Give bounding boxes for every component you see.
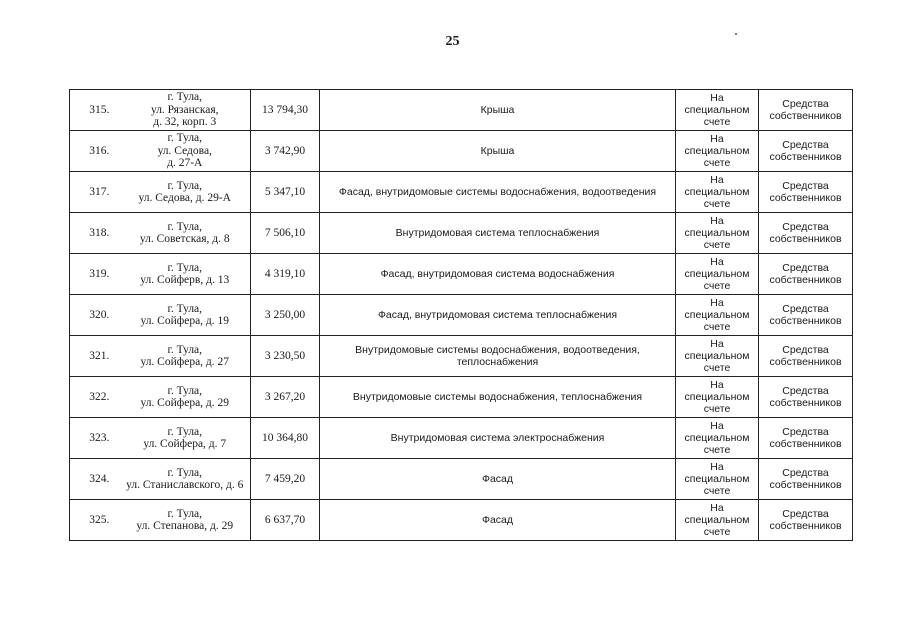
funding-account-line: счете [703, 239, 731, 251]
funding-account-line: специальном [684, 145, 750, 157]
area-value: 3 742,90 [251, 131, 320, 172]
funding-account-line: специальном [684, 186, 750, 198]
funding-account-line: На [710, 379, 724, 391]
scan-speck [735, 33, 737, 35]
row-number: 315. [70, 90, 120, 131]
funding-source-line: собственников [769, 397, 842, 409]
funding-account-line: На [710, 215, 724, 227]
funding-account-line: специальном [684, 514, 750, 526]
funding-account [676, 459, 759, 500]
address-cell-line: г. Тула, [167, 384, 203, 397]
funding-account-line: специальном [684, 432, 750, 444]
address-cell-line: г. Тула, [167, 425, 203, 438]
funding-account-line: специальном [684, 391, 750, 403]
address-cell-line: г. Тула, [167, 261, 203, 274]
address-cell-line: г. Тула, [167, 343, 203, 356]
address-cell [120, 418, 251, 459]
funding-source-line: Средства [782, 303, 829, 315]
works-description [320, 172, 676, 213]
address-cell-line: ул. Станиславского, д. 6 [126, 479, 244, 491]
funding-account-line: счете [703, 321, 731, 333]
funding-source-line: Средства [782, 139, 829, 151]
works-description [320, 213, 676, 254]
table-row [70, 377, 853, 418]
funding-account-line: счете [703, 157, 731, 169]
funding-account [676, 377, 759, 418]
address-cell-line: ул. Советская, д. 8 [139, 233, 230, 245]
funding-source [759, 172, 853, 213]
funding-account-line: счете [703, 116, 731, 128]
funding-source-line: собственников [769, 315, 842, 327]
funding-account-line: На [710, 133, 724, 145]
funding-account-line: специальном [684, 104, 750, 116]
table-row [70, 459, 853, 500]
repair-register-table [69, 89, 853, 541]
works-description-line: Внутридомовая система электроснабжения [390, 432, 605, 444]
works-description-line: Крыша [480, 145, 515, 157]
works-description [320, 295, 676, 336]
address-cell [120, 90, 251, 131]
funding-source-line: собственников [769, 356, 842, 368]
works-description-line: Крыша [480, 104, 515, 116]
address-cell-line: г. Тула, [167, 220, 203, 233]
area-value: 7 459,20 [251, 459, 320, 500]
funding-source [759, 459, 853, 500]
address-cell-line: г. Тула, [167, 507, 203, 520]
table-row [70, 131, 853, 172]
funding-source [759, 213, 853, 254]
area-value: 4 319,10 [251, 254, 320, 295]
row-number: 318. [70, 213, 120, 254]
address-cell [120, 213, 251, 254]
row-number: 323. [70, 418, 120, 459]
funding-source-line: Средства [782, 180, 829, 192]
funding-source [759, 377, 853, 418]
table-row [70, 295, 853, 336]
funding-source-line: собственников [769, 192, 842, 204]
funding-source-line: Средства [782, 344, 829, 356]
works-description-line: Фасад [481, 473, 514, 485]
row-number: 320. [70, 295, 120, 336]
address-cell [120, 254, 251, 295]
funding-source-line: Средства [782, 221, 829, 233]
address-cell-line: ул. Седова, д. 29-А [138, 192, 231, 204]
table-row [70, 336, 853, 377]
works-description [320, 254, 676, 295]
funding-account [676, 172, 759, 213]
area-value: 6 637,70 [251, 500, 320, 541]
address-cell-line: ул. Рязанская, [150, 103, 219, 116]
row-number: 324. [70, 459, 120, 500]
row-number: 321. [70, 336, 120, 377]
area-value: 3 250,00 [251, 295, 320, 336]
address-cell [120, 336, 251, 377]
row-number: 317. [70, 172, 120, 213]
funding-source-line: Средства [782, 426, 829, 438]
funding-account-line: счете [703, 362, 731, 374]
address-cell-line: ул. Сойфера, д. 7 [143, 438, 227, 450]
funding-account [676, 336, 759, 377]
funding-account-line: счете [703, 444, 731, 456]
address-cell-line: г. Тула, [167, 179, 203, 192]
works-description-line: Внутридомовые системы водоснабжения, водоотведения, [355, 344, 640, 356]
works-description-line: Фасад, внутридомовые системы водоснабжения, водоотведения [338, 186, 657, 198]
address-cell-line: ул. Степанова, д. 29 [136, 520, 234, 532]
funding-account-line: счете [703, 485, 731, 497]
funding-source [759, 90, 853, 131]
row-number: 322. [70, 377, 120, 418]
address-cell-line: ул. Сойфера, д. 19 [140, 315, 230, 327]
table-row [70, 500, 853, 541]
funding-account-line: На [710, 338, 724, 350]
works-description [320, 336, 676, 377]
funding-account-line: специальном [684, 309, 750, 321]
table-row [70, 254, 853, 295]
address-cell [120, 295, 251, 336]
funding-account [676, 418, 759, 459]
table-body [70, 90, 853, 541]
funding-account-line: На [710, 92, 724, 104]
funding-account-line: специальном [684, 350, 750, 362]
works-description [320, 459, 676, 500]
area-value: 7 506,10 [251, 213, 320, 254]
funding-source-line: Средства [782, 385, 829, 397]
address-cell-line: г. Тула, [167, 132, 203, 145]
funding-account-line: специальном [684, 473, 750, 485]
area-value: 5 347,10 [251, 172, 320, 213]
address-cell-line: ул. Сойферв, д. 13 [140, 274, 230, 286]
funding-source-line: собственников [769, 479, 842, 491]
funding-source-line: собственников [769, 110, 842, 122]
works-description-line: теплоснабжения [456, 356, 539, 368]
funding-source [759, 131, 853, 172]
row-number: 316. [70, 131, 120, 172]
funding-source-line: Средства [782, 467, 829, 479]
area-value: 3 267,20 [251, 377, 320, 418]
funding-source [759, 295, 853, 336]
area-value: 3 230,50 [251, 336, 320, 377]
area-value: 13 794,30 [251, 90, 320, 131]
funding-source-line: собственников [769, 151, 842, 163]
address-cell [120, 500, 251, 541]
table-row [70, 418, 853, 459]
row-number: 319. [70, 254, 120, 295]
address-cell-line: г. Тула, [167, 91, 203, 104]
works-description [320, 90, 676, 131]
works-description-line: Фасад, внутридомовая система теплоснабжения [377, 309, 618, 321]
address-cell [120, 459, 251, 500]
funding-account-line: счете [703, 280, 731, 292]
table-row [70, 90, 853, 131]
address-cell-line: ул. Сойфера, д. 29 [140, 397, 230, 409]
funding-account [676, 295, 759, 336]
area-value: 10 364,80 [251, 418, 320, 459]
works-description [320, 131, 676, 172]
works-description-line: Фасад, внутридомовая система водоснабжения [380, 268, 615, 280]
funding-account-line: На [710, 461, 724, 473]
table-row [70, 172, 853, 213]
address-cell-line: г. Тула, [167, 466, 203, 479]
funding-account-line: На [710, 502, 724, 514]
funding-account-line: На [710, 256, 724, 268]
funding-source [759, 418, 853, 459]
funding-source-line: Средства [782, 508, 829, 520]
funding-account-line: На [710, 174, 724, 186]
funding-source-line: собственников [769, 233, 842, 245]
address-cell-line: ул. Седова, [157, 144, 212, 157]
address-cell [120, 172, 251, 213]
funding-account-line: специальном [684, 227, 750, 239]
works-description-line: Внутридомовая система теплоснабжения [395, 227, 600, 239]
works-description-line: Внутридомовые системы водоснабжения, теплоснабжения [352, 391, 643, 403]
funding-account-line: счете [703, 403, 731, 415]
table-row [70, 213, 853, 254]
funding-source-line: собственников [769, 520, 842, 532]
funding-account [676, 500, 759, 541]
funding-account-line: На [710, 297, 724, 309]
funding-source-line: собственников [769, 438, 842, 450]
funding-source [759, 336, 853, 377]
address-cell [120, 377, 251, 418]
funding-source-line: Средства [782, 98, 829, 110]
funding-account [676, 213, 759, 254]
address-cell-line: д. 32, корп. 3 [153, 116, 217, 129]
funding-account-line: счете [703, 198, 731, 210]
address-cell-line: ул. Сойфера, д. 27 [140, 356, 230, 368]
funding-source-line: Средства [782, 262, 829, 274]
works-description-line: Фасад [481, 514, 514, 526]
funding-account [676, 254, 759, 295]
funding-account-line: На [710, 420, 724, 432]
funding-source-line: собственников [769, 274, 842, 286]
page-number: 25 [445, 34, 460, 49]
address-cell-line: д. 27-А [167, 157, 203, 170]
funding-source [759, 254, 853, 295]
works-description [320, 418, 676, 459]
address-cell-line: г. Тула, [167, 302, 203, 315]
funding-account-line: счете [703, 526, 731, 538]
works-description [320, 377, 676, 418]
address-cell [120, 131, 251, 172]
works-description [320, 500, 676, 541]
funding-source [759, 500, 853, 541]
funding-account-line: специальном [684, 268, 750, 280]
row-number: 325. [70, 500, 120, 541]
funding-account [676, 90, 759, 131]
funding-account [676, 131, 759, 172]
